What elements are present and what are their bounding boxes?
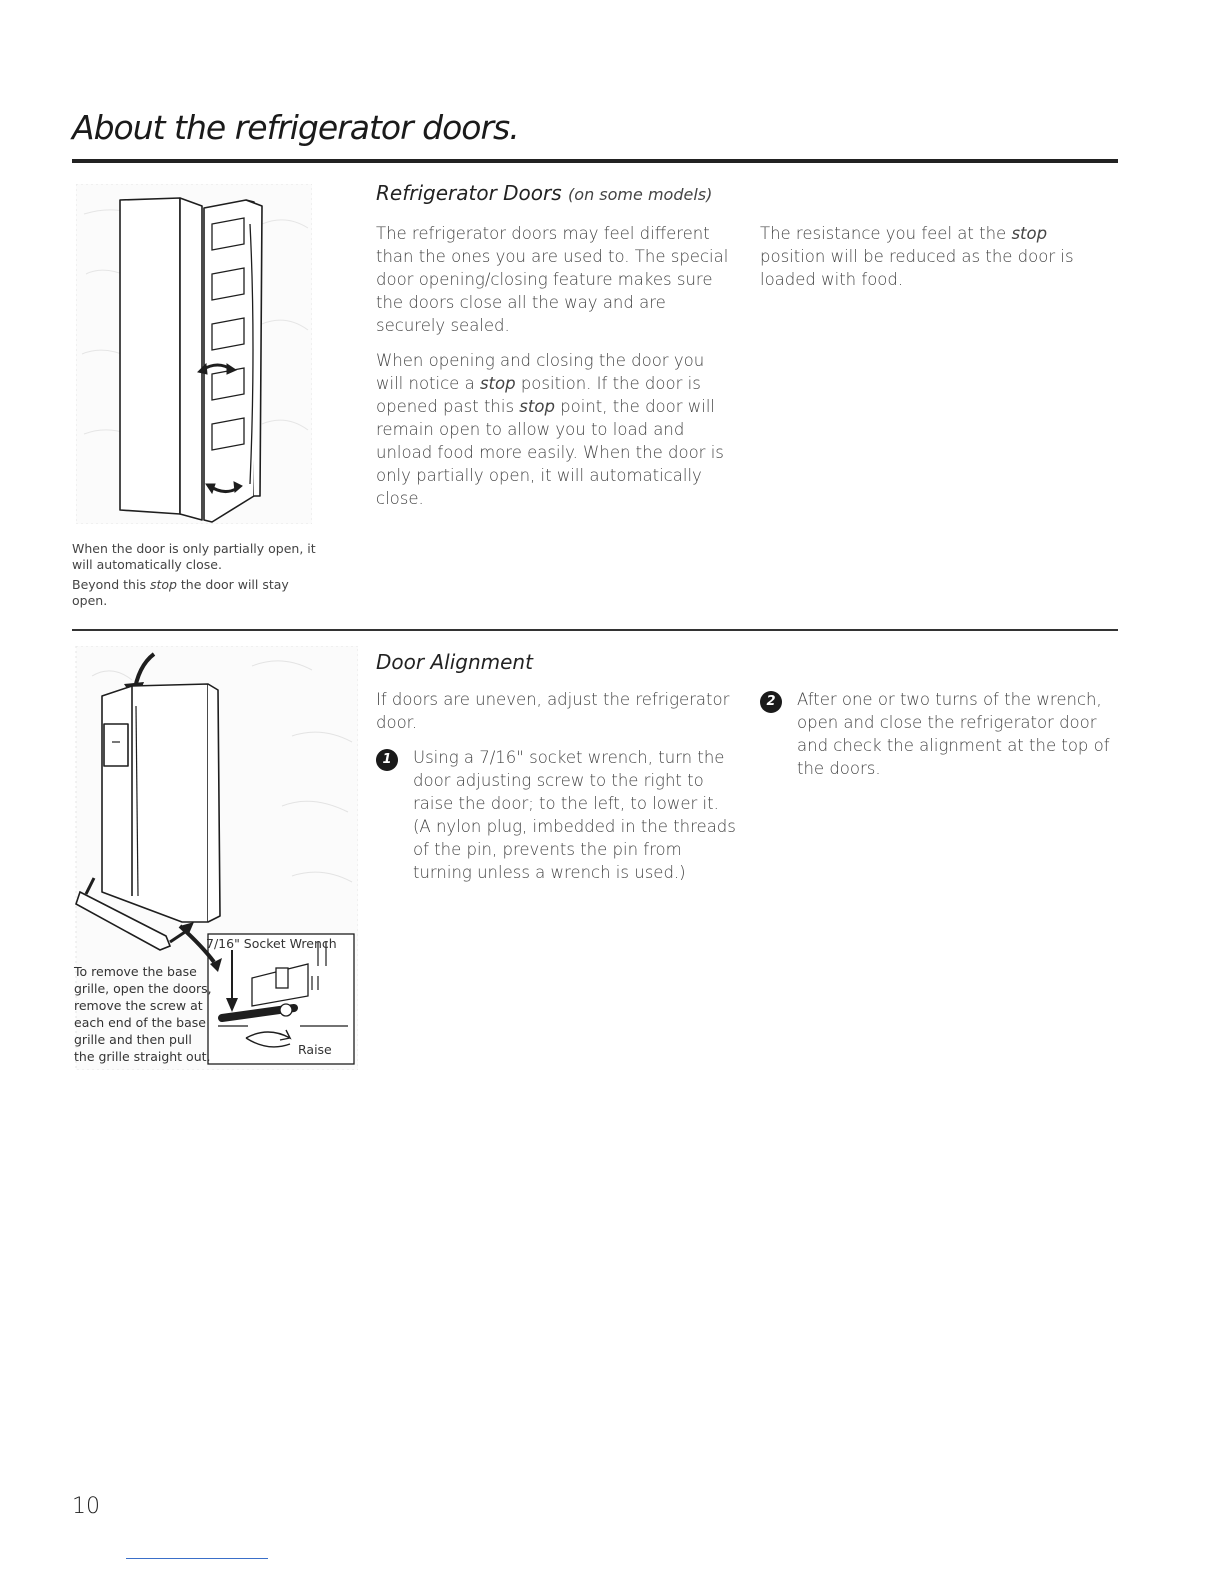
grille-caption-line: the grille straight out. <box>74 1049 211 1064</box>
alignment-step-2 <box>760 688 1110 780</box>
doors-column-2 <box>760 222 1110 303</box>
doors-heading-text: Refrigerator Doors <box>376 181 562 205</box>
door-stop-caption <box>72 541 322 613</box>
title-rule <box>72 159 1118 163</box>
doors-paragraph-2: When opening and closing the door you will notice a stop position. If the door is opened past this stop point, the door will remain open to allow you to load and unload food more easily. When the door is only partially open, it will automatically close. <box>376 351 724 508</box>
grille-caption-line: grille and then pull <box>74 1032 192 1047</box>
page-title: About the refrigerator doors. <box>72 108 519 147</box>
caption-auto-close: When the door is only partially open, it will automatically close. <box>72 541 316 572</box>
alignment-column-1 <box>376 688 738 896</box>
caption-stay-open: Beyond this stop the door will stay open. <box>72 577 289 608</box>
alignment-step-1 <box>376 746 738 884</box>
section-divider <box>72 629 1118 631</box>
doors-paragraph-1: The refrigerator doors may feel different than the ones you are used to. The special door opening/closing feature makes sure the doors close all the way and are securely sealed. <box>376 224 729 335</box>
alignment-intro: If doors are uneven, adjust the refrigerator door. <box>376 690 730 732</box>
footer-line <box>126 1558 268 1559</box>
door-stop-illustration <box>76 184 312 524</box>
step-1-text: Using a 7/16" socket wrench, turn the door adjusting screw to the right to raise the door; to the left, to lower it. (A nylon plug, imbedded in the threads of the pin, prevents the pin from turning unless a wrench is used.) <box>413 748 736 882</box>
alignment-column-2 <box>760 688 1110 792</box>
alignment-section-heading: Door Alignment <box>376 650 533 674</box>
doors-heading-note: (on some models) <box>568 185 713 204</box>
grille-caption-line: grille, open the doors, <box>74 981 212 996</box>
doors-column-1 <box>376 222 732 522</box>
page-number: 10 <box>72 1494 100 1519</box>
door-alignment-illustration <box>72 646 358 1070</box>
doors-section-heading <box>376 181 712 205</box>
grille-caption-line: each end of the base <box>74 1015 206 1030</box>
step-2-badge: 2 <box>760 691 782 713</box>
step-2-text: After one or two turns of the wrench, open and close the refrigerator door and check the alignment at the top of the doors. <box>797 690 1110 778</box>
doors-paragraph-3: The resistance you feel at the stop position will be reduced as the door is loaded with food. <box>760 224 1074 289</box>
raise-label: Raise <box>298 1042 332 1057</box>
wrench-size-label: 7/16" Socket Wrench <box>206 936 337 951</box>
grille-caption-line: remove the screw at <box>74 998 203 1013</box>
grille-caption-line: To remove the base <box>74 964 197 979</box>
step-1-badge: 1 <box>376 749 398 771</box>
